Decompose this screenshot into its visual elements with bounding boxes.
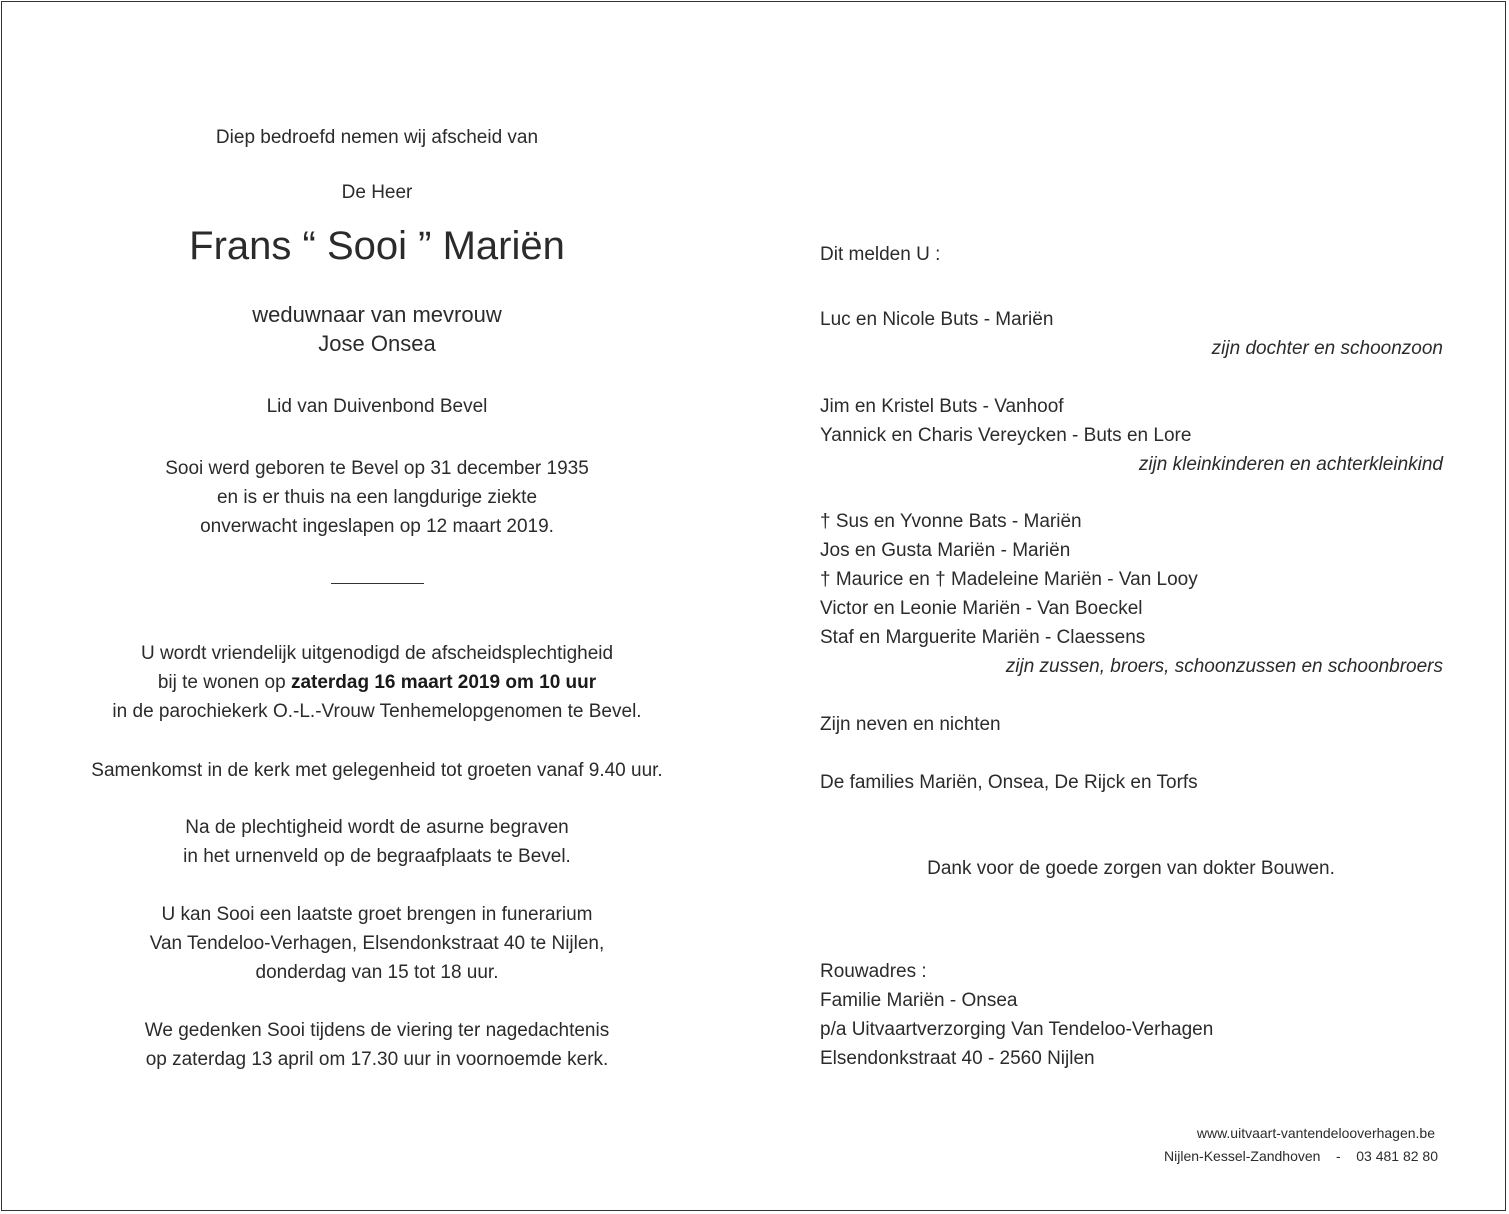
- visitation-line: U kan Sooi een laatste groet brengen in funerarium: [161, 904, 593, 925]
- website-link[interactable]: www.uitvaart-vantendelooverhagen.be: [1196, 1125, 1435, 1141]
- bio-line: en is er thuis na een langdurige ziekte: [216, 487, 538, 508]
- family-member: Staf en Marguerite Mariën - Claessens: [820, 627, 1146, 648]
- invitation-line: U wordt vriendelijk uitgenodigd de afscheidsplechtigheid: [140, 643, 614, 664]
- families-line: De families Mariën, Onsea, De Rijck en Torfs: [820, 772, 1198, 793]
- deceased-name: Frans “ Sooi ” Mariën: [189, 224, 565, 268]
- family-member: † Maurice en † Madeleine Mariën - Van Looy: [820, 569, 1198, 590]
- cousins-line: Zijn neven en nichten: [820, 714, 1001, 735]
- invitation-line: [158, 671, 596, 695]
- burial-line: in het urnenveld op de begraafplaats te Bevel.: [183, 846, 571, 867]
- relation-label: zijn dochter en schoonzoon: [1211, 338, 1443, 359]
- announce-heading: Dit melden U :: [820, 244, 941, 265]
- address-heading: Rouwadres :: [820, 961, 927, 982]
- spouse-name: Jose Onsea: [318, 331, 436, 356]
- ceremony-date: zaterdag 16 maart 2019 om 10 uur: [290, 672, 597, 693]
- family-member: Luc en Nicole Buts - Mariën: [820, 309, 1054, 330]
- thanks-line: Dank voor de goede zorgen van dokter Bouwen.: [927, 858, 1335, 879]
- footer-location: Nijlen-Kessel-Zandhoven: [1164, 1148, 1321, 1164]
- visitation-line: donderdag van 15 tot 18 uur.: [255, 962, 499, 983]
- intro-text: Diep bedroefd nemen wij afscheid van: [215, 127, 539, 148]
- memorial-line: op zaterdag 13 april om 17.30 uur in voornoemde kerk.: [145, 1049, 609, 1070]
- divider-line: [331, 583, 424, 584]
- widower-line: weduwnaar van mevrouw: [252, 302, 502, 327]
- invitation-prefix: bij te wonen op: [157, 672, 291, 693]
- footer-contact: [1164, 1147, 1438, 1165]
- address-line: Familie Mariën - Onsea: [820, 990, 1018, 1011]
- relation-label: zijn zussen, broers, schoonzussen en schoonbroers: [1005, 656, 1443, 677]
- family-member: Jos en Gusta Mariën - Mariën: [820, 540, 1071, 561]
- gathering-info: Samenkomst in de kerk met gelegenheid tot groeten vanaf 9.40 uur.: [91, 760, 663, 781]
- bio-line: onverwacht ingeslapen op 12 maart 2019.: [200, 516, 554, 537]
- visitation-line: Van Tendeloo-Verhagen, Elsendonkstraat 40 te Nijlen,: [149, 933, 605, 954]
- family-member: Yannick en Charis Vereycken - Buts en Lore: [820, 425, 1192, 446]
- bio-line: Sooi werd geboren te Bevel op 31 december 1935: [165, 458, 589, 479]
- address-line: Elsendonkstraat 40 - 2560 Nijlen: [820, 1048, 1095, 1069]
- family-member: † Sus en Yvonne Bats - Mariën: [820, 511, 1082, 532]
- honorific: De Heer: [341, 182, 413, 203]
- memorial-line: We gedenken Sooi tijdens de viering ter nagedachtenis: [144, 1020, 610, 1041]
- burial-line: Na de plechtigheid wordt de asurne begraven: [185, 817, 569, 838]
- family-member: Victor en Leonie Mariën - Van Boeckel: [820, 598, 1143, 619]
- footer-separator: -: [1336, 1148, 1341, 1164]
- relation-label: zijn kleinkinderen en achterkleinkind: [1138, 454, 1443, 475]
- family-member: Jim en Kristel Buts - Vanhoof: [820, 396, 1064, 417]
- invitation-line: in de parochiekerk O.-L.-Vrouw Tenhemelopgenomen te Bevel.: [112, 701, 642, 722]
- membership: Lid van Duivenbond Bevel: [266, 396, 488, 417]
- footer-phone: 03 481 82 80: [1356, 1148, 1438, 1164]
- address-line: p/a Uitvaartverzorging Van Tendeloo-Verhagen: [820, 1019, 1214, 1040]
